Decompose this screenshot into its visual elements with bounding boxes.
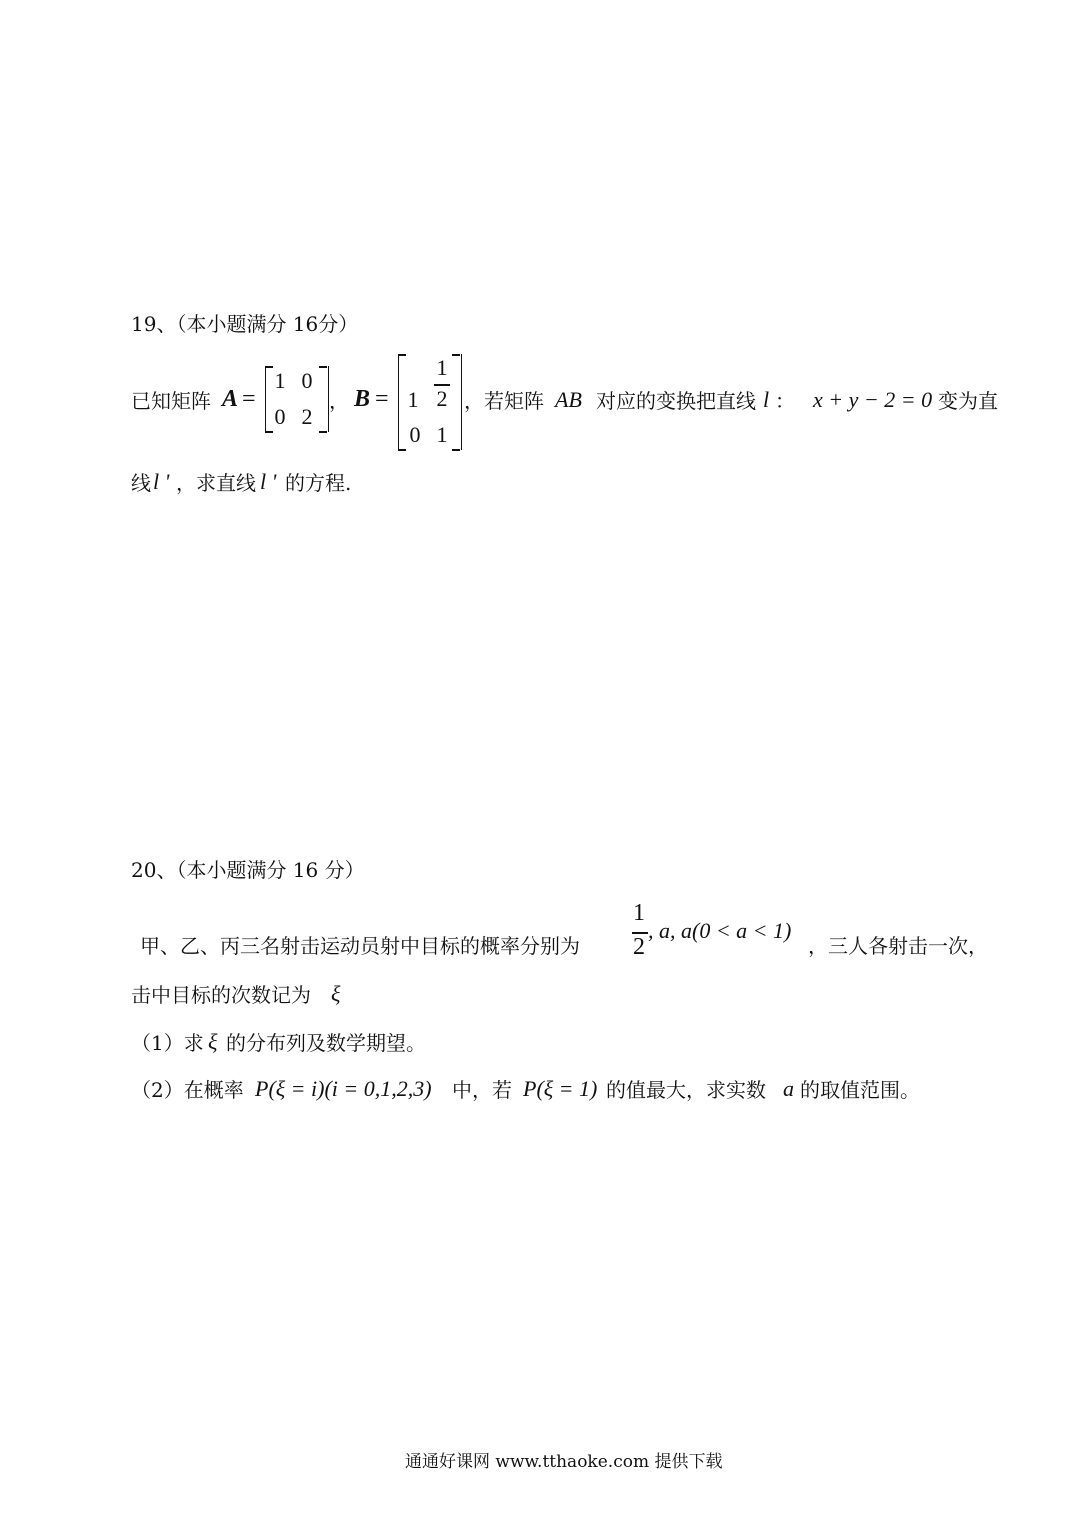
q20-line2: 击中目标的次数记为 [131,983,311,1007]
a-variable: a [783,1076,794,1101]
part1-a: （1）求 [131,1031,204,1055]
equals-sign-a: = [242,386,256,412]
xi-symbol: ξ [208,1029,218,1054]
matrix-b-cell: 1 [436,422,448,447]
matrix-a-cell: 0 [274,404,286,429]
prob-expr-1: P(ξ = i)(i = 0,1,2,3) [255,1076,432,1101]
frac-denominator: 2 [633,934,645,960]
line-l: l [763,387,770,412]
text-mid2: 对应的变换把直线 [596,389,756,413]
prob-expr-2: P(ξ = 1) [523,1076,598,1101]
q20-line1-b: ，三人各射击一次， [808,934,988,958]
text-mid: ，若矩阵 [464,389,544,413]
part2-d: 的取值范围。 [800,1078,920,1102]
line-equation: x + y − 2 = 0 [813,387,933,412]
part1-b: 的分布列及数学期望。 [226,1031,426,1055]
part2-b: 中，若 [452,1078,512,1102]
ab-label: AB [555,387,582,412]
xi-symbol: ξ [331,981,341,1006]
line2-a: 线 [131,471,151,495]
prob-values: , a, a(0 < a < 1) [648,918,792,943]
line2-c: 的方程. [285,471,352,495]
comma: ， [329,389,349,413]
matrix-a-label: A [222,386,239,412]
colon: ： [775,389,795,413]
matrix-a-cell: 1 [274,368,286,393]
part2-c: 的值最大，求实数 [606,1078,766,1102]
q19-intro: 已知矩阵 [131,389,211,413]
text-end: 变为直 [938,389,998,413]
matrix-b-frac-num: 1 [436,355,448,380]
matrix-b-label: B [354,386,371,412]
line-l-prime-2: l ' [260,469,277,494]
footer-text: 通通好课网 www.tthaoke.com 提供下载 [405,1452,723,1472]
frac-numerator: 1 [633,900,645,926]
line2-b: ，求直线 [176,471,256,495]
q20-header: 20、（本小题满分 16 分） [131,858,365,882]
equals-sign-b: = [375,386,389,412]
matrix-b-cell: 1 [407,387,419,412]
matrix-a-cell: 2 [301,404,313,429]
part2-a: （2）在概率 [131,1078,244,1102]
matrix-b-frac-den: 2 [436,386,448,411]
q19-header: 19、（本小题满分 16分） [131,312,359,336]
line-l-prime: l ' [153,469,170,494]
q20-line1-a: 甲、乙、丙三名射击运动员射中目标的概率分别为 [140,934,580,958]
matrix-b-cell: 0 [409,422,421,447]
matrix-a-cell: 0 [301,368,313,393]
